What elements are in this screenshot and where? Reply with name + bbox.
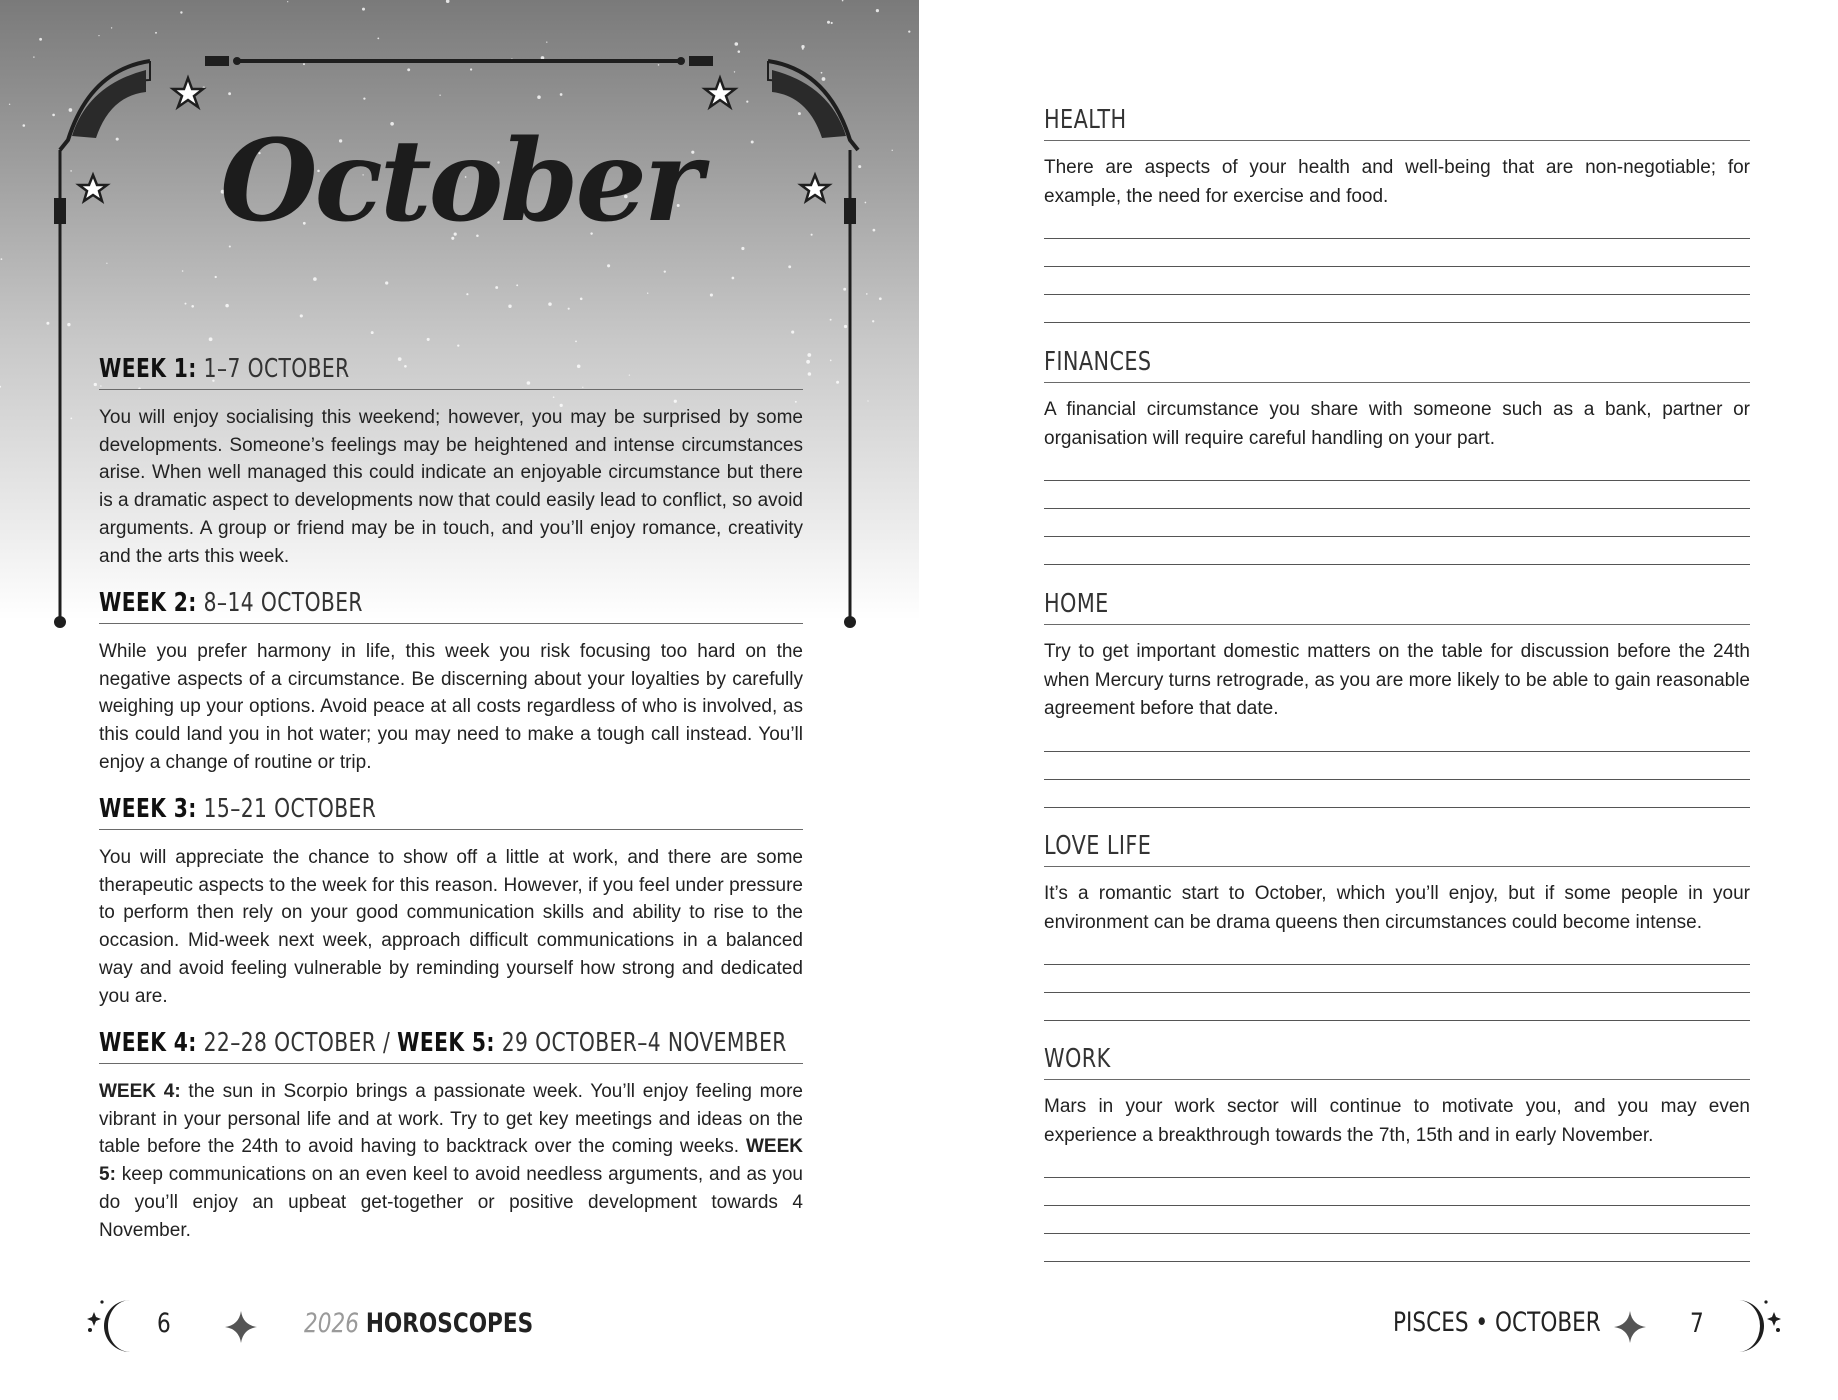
sky-star [746, 101, 748, 103]
week-5-text: keep communications on an even keel to avoid needless arguments, and as you do you’ll enjoy an upbeat get-together or positive development towards 4 November. [99, 1164, 803, 1241]
finances-section [1044, 346, 1750, 565]
sky-star [537, 95, 541, 99]
sky-star [52, 114, 55, 117]
sky-star [46, 322, 49, 325]
sky-star [407, 68, 410, 71]
week-text: You will enjoy socialising this weekend; however, you may be surprised by some developments. Someone’s feelings may be heightened and intense circumstances arise. When well managed this could indicate an enjoyable circumstance but there is a dramatic aspect to developments now that could easily lead to conflict, so avoid arguments. A group or friend may be in touch, and you’ll enjoy romance, creativity and the arts this week. [99, 407, 803, 567]
sky-star [827, 21, 830, 24]
sky-star [735, 42, 739, 46]
sky-star [466, 293, 468, 295]
sky-star [741, 247, 744, 250]
sky-star [873, 229, 876, 232]
sparkle-icon [1614, 1311, 1646, 1343]
sky-star [830, 319, 832, 321]
heading-rule [1044, 140, 1750, 141]
sky-star [94, 383, 97, 386]
sky-star [70, 170, 72, 172]
sky-star [867, 400, 868, 401]
week-separator: / [383, 1028, 391, 1058]
week-label: WEEK 1: [99, 354, 197, 384]
sky-star [821, 72, 823, 74]
section-heading: HEALTH [1044, 105, 1127, 135]
heading-rule [99, 829, 803, 830]
writing-line[interactable] [1044, 1233, 1750, 1234]
zodiac-sign: PISCES [1393, 1307, 1469, 1338]
year-label: 2026 [304, 1308, 359, 1339]
sky-star [732, 277, 735, 280]
week-heading [99, 1026, 787, 1060]
crescent-moon-icon [84, 1296, 154, 1356]
writing-line[interactable] [1044, 1020, 1750, 1021]
writing-line[interactable] [1044, 1261, 1750, 1262]
sky-star [607, 264, 610, 267]
sky-star [842, 0, 844, 1]
sky-star [191, 305, 194, 308]
week-dates: 1–7 OCTOBER [203, 354, 350, 384]
week-dates: 8–14 OCTOBER [203, 588, 363, 618]
writing-line[interactable] [1044, 1205, 1750, 1206]
heading-rule [99, 1063, 803, 1064]
sparkle-icon [225, 1311, 257, 1343]
week-label: WEEK 5: [397, 1028, 495, 1058]
writing-line[interactable] [1044, 238, 1750, 239]
week-label: WEEK 3: [99, 794, 197, 824]
star-icon [173, 78, 203, 107]
sky-star [215, 276, 217, 278]
writing-line[interactable] [1044, 508, 1750, 509]
footer-bullet: • [1475, 1307, 1489, 1338]
page-number: 7 [1690, 1308, 1704, 1339]
inline-week-label: WEEK 4: [99, 1081, 181, 1102]
sky-star [802, 48, 804, 50]
sky-star [300, 314, 303, 317]
home-section [1044, 588, 1750, 808]
sky-star [33, 56, 34, 57]
sky-star [427, 338, 430, 341]
sky-star [892, 150, 893, 151]
week-heading [99, 792, 648, 826]
week-heading [99, 352, 648, 386]
section-heading: WORK [1044, 1044, 1111, 1074]
sky-star [446, 0, 450, 3]
sky-star [807, 353, 811, 357]
star-icon [705, 78, 735, 107]
sky-star [710, 293, 713, 296]
writing-line[interactable] [1044, 294, 1750, 295]
frame-end-dot-left [54, 616, 66, 628]
sky-star [822, 77, 826, 81]
sky-star [67, 323, 70, 326]
section-text: Mars in your work sector will continue to motivate you, and you may even experience a breakthrough towards the 7th, 15th and in early November. [1044, 1096, 1750, 1146]
sky-star [738, 50, 741, 53]
sky-star [98, 35, 99, 36]
sky-star [831, 22, 833, 24]
sky-star [470, 68, 472, 70]
section-heading: LOVE LIFE [1044, 831, 1152, 861]
heading-rule [1044, 624, 1750, 625]
sky-star [560, 93, 563, 96]
sky-star [808, 372, 812, 376]
sky-star [225, 304, 229, 308]
sky-star [658, 64, 660, 66]
sky-star [580, 298, 583, 301]
writing-line[interactable] [1044, 779, 1750, 780]
sky-star [788, 265, 791, 268]
writing-line[interactable] [1044, 1177, 1750, 1178]
section-text: A financial circumstance you share with someone such as a bank, partner or organisation will require careful handling on your part. [1044, 399, 1750, 449]
heading-rule [1044, 382, 1750, 383]
week-1-section [99, 352, 803, 570]
sky-star [734, 71, 735, 72]
week-text: While you prefer harmony in life, this week you risk focusing too hard on the negative aspects of a circumstance. Be discerning about your loyalties by carefully weighing up your options. Avoid peace at all costs regardless of who is involved, as this could land you in hot water; you may need to make a tough call instead. You’ll enjoy a change of routine or trip. [99, 641, 803, 773]
sky-star [865, 202, 867, 204]
sky-star [798, 112, 801, 115]
writing-line[interactable] [1044, 480, 1750, 481]
footer-month: OCTOBER [1495, 1307, 1601, 1338]
writing-line[interactable] [1044, 322, 1750, 323]
sky-star [377, 38, 379, 40]
frame-end-dot-right [844, 616, 856, 628]
sky-star [287, 1, 288, 2]
sky-star [858, 165, 861, 168]
sky-star [106, 263, 107, 264]
sky-star [457, 344, 459, 346]
sky-star [830, 360, 832, 362]
writing-line[interactable] [1044, 751, 1750, 752]
writing-line[interactable] [1044, 807, 1750, 808]
sky-star [371, 331, 374, 334]
sky-star [362, 8, 365, 11]
running-footer [1393, 1307, 1601, 1338]
heading-rule [99, 623, 803, 624]
section-text: It’s a romantic start to October, which you’ll enjoy, but if some people in your environment can be drama queens then circumstances could become intense. [1044, 883, 1750, 933]
sky-star [647, 293, 648, 294]
week-dates: 15–21 OCTOBER [203, 794, 377, 824]
sky-star [516, 284, 518, 286]
sky-star [111, 27, 112, 28]
sky-star [836, 381, 839, 384]
book-title: HOROSCOPES [365, 1308, 534, 1339]
sky-star [872, 320, 874, 322]
writing-line[interactable] [1044, 964, 1750, 965]
sky-star [70, 418, 72, 420]
sky-star [495, 286, 498, 289]
week-4-5-section [99, 1026, 803, 1244]
week-dates: 29 OCTOBER–4 NOVEMBER [501, 1028, 787, 1058]
sky-star [185, 303, 187, 305]
sky-star [843, 288, 846, 291]
sky-star [303, 63, 305, 65]
writing-line[interactable] [1044, 266, 1750, 267]
sky-star [180, 11, 182, 13]
work-section [1044, 1043, 1750, 1262]
week-label: WEEK 2: [99, 588, 197, 618]
inline-week-label: WEEK 5: [99, 1136, 803, 1186]
section-heading: HOME [1044, 589, 1109, 619]
heading-rule [1044, 1079, 1750, 1080]
sky-star [155, 32, 157, 34]
sky-star [23, 124, 26, 127]
sky-star [508, 305, 511, 308]
heading-rule [99, 389, 803, 390]
week-4-text: the sun in Scorpio brings a passionate week. You’ll enjoy feeling more vibrant in your personal life and at work. Try to get key meetings and ideas on the table before the 24th to avoid having to backtrack over the coming weeks. [99, 1081, 803, 1158]
sky-star [228, 92, 231, 95]
running-title [304, 1308, 533, 1339]
section-heading: FINANCES [1044, 347, 1152, 377]
sky-star [313, 277, 317, 281]
sky-star [791, 331, 794, 334]
health-section [1044, 104, 1750, 323]
heading-rule [1044, 866, 1750, 867]
week-text [99, 1078, 803, 1244]
sky-star [546, 41, 547, 42]
sky-star [548, 302, 552, 306]
crescent-moon-icon [1714, 1296, 1784, 1356]
sky-star [876, 9, 879, 12]
sky-star [908, 30, 910, 32]
sky-star [844, 325, 847, 328]
sky-star [866, 293, 868, 295]
sky-star [568, 308, 570, 310]
sky-star [575, 340, 577, 342]
sky-star [879, 297, 882, 300]
sky-star [806, 360, 810, 364]
writing-line[interactable] [1044, 564, 1750, 565]
sky-star [0, 386, 1, 388]
sky-star [69, 108, 73, 112]
sky-star [39, 38, 42, 41]
sky-star [1, 258, 3, 260]
love-life-section [1044, 830, 1750, 1021]
week-label: WEEK 4: [99, 1028, 197, 1058]
week-text: You will appreciate the chance to show off a little at work, and there are some therapeutic aspects to the week for this reason. However, if you feel under pressure to perform then rely on your good communication skills and ability to rise to the occasion. Mid-week next week, approach difficult communications in a balanced way and avoid feeling vulnerable by reminding yourself how strong and dedicated you are. [99, 847, 803, 1007]
week-dates: 22–28 OCTOBER [203, 1028, 377, 1058]
sky-star [209, 337, 213, 341]
section-text: There are aspects of your health and well-being that are non-negotiable; for example, the need for exercise and food. [1044, 157, 1750, 207]
sky-star [439, 95, 440, 96]
week-heading [99, 586, 648, 620]
month-title: October [220, 116, 700, 247]
sky-star [9, 104, 10, 105]
sky-star [385, 281, 388, 284]
sky-star [664, 270, 666, 272]
page-number: 6 [157, 1308, 171, 1339]
sky-star [363, 97, 365, 99]
week-3-section [99, 792, 803, 1010]
writing-line[interactable] [1044, 992, 1750, 993]
writing-line[interactable] [1044, 536, 1750, 537]
sky-star [182, 270, 184, 272]
section-text: Try to get important domestic matters on the table for discussion before the 24th when Mercury turns retrograde, as you are more likely to be able to gain reasonable agreement before that date. [1044, 641, 1750, 719]
week-2-section [99, 586, 803, 777]
